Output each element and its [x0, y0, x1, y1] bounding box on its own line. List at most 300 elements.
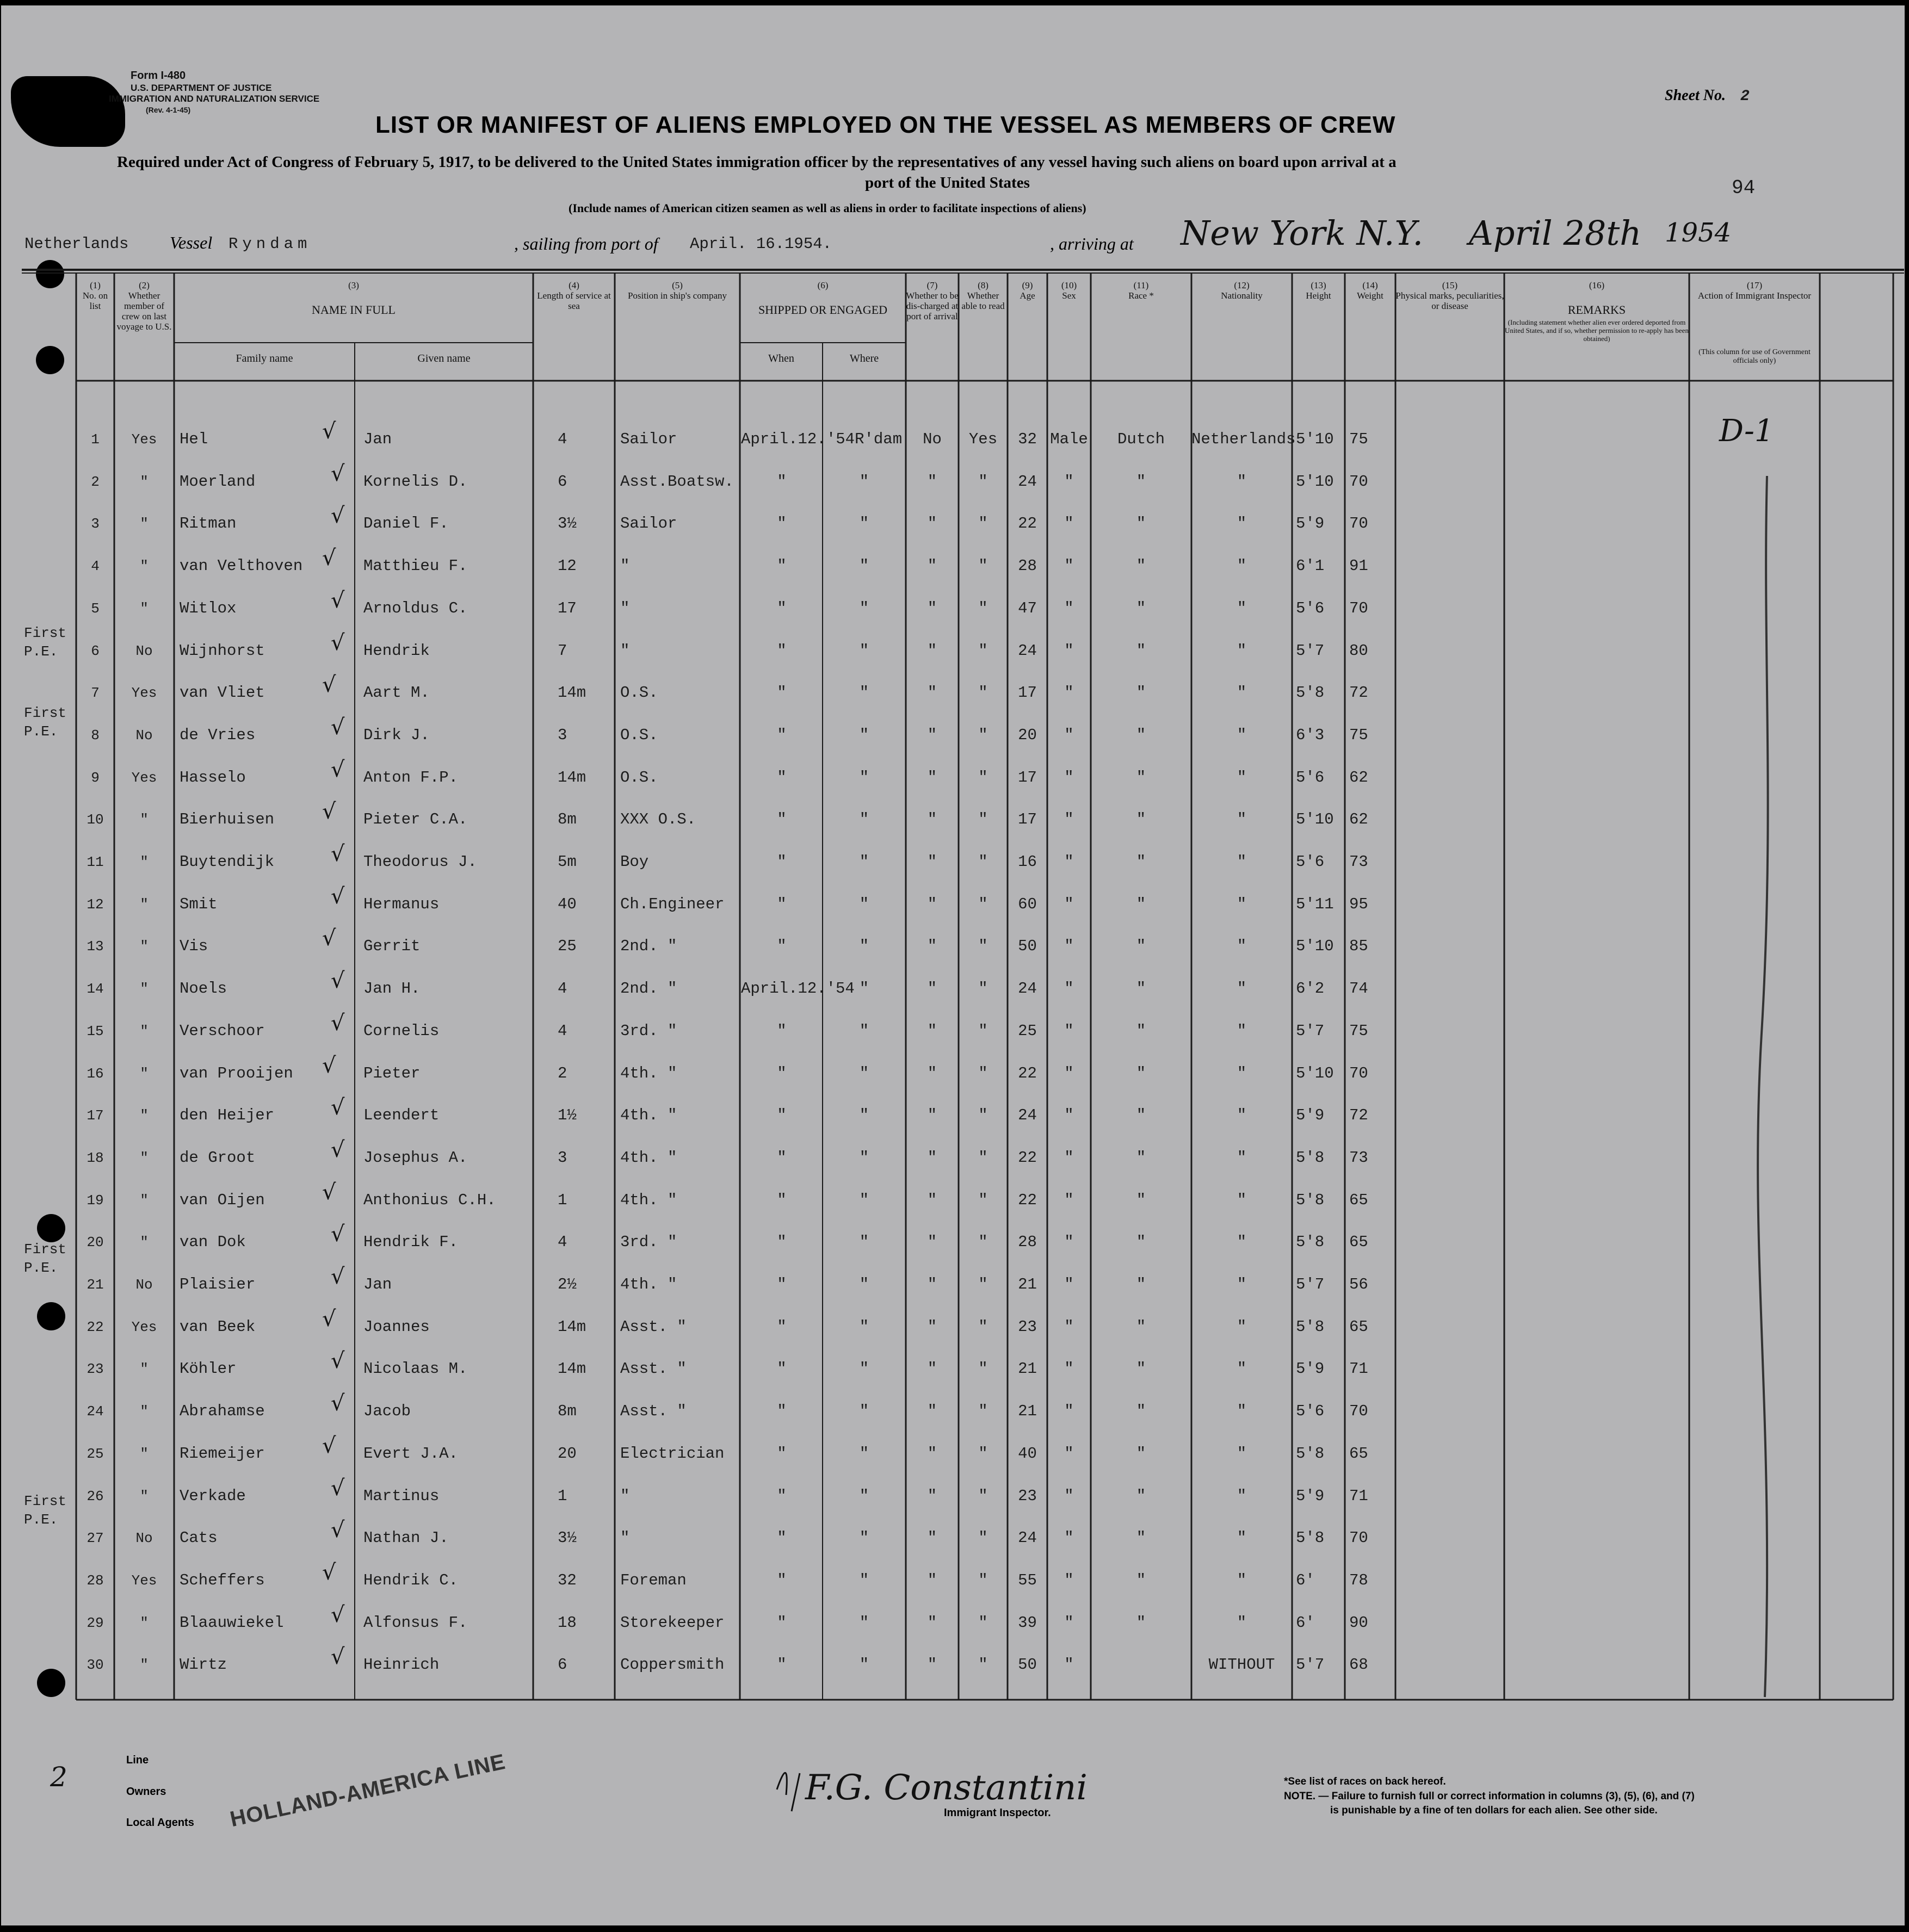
cell-nat: " — [1237, 1064, 1247, 1082]
cell-disch: " — [927, 1444, 937, 1463]
cell-no: 22 — [87, 1318, 104, 1335]
cell-family: Abrahamse — [180, 1402, 265, 1421]
cell-given: Hendrik — [363, 641, 430, 660]
cell-read: " — [978, 768, 988, 787]
column-label: Sex — [1062, 290, 1076, 301]
cell-weight: 75 — [1349, 1021, 1368, 1040]
column-label: (Including statement whether alien ever ordered deported from United States, and if so, whether permission to re-apply has been obtained) — [1505, 318, 1689, 343]
cell-height: 6'2 — [1296, 980, 1325, 998]
cell-race: " — [1136, 1402, 1146, 1421]
cell-position: Asst. " — [620, 1402, 687, 1421]
cell-no: 7 — [91, 685, 100, 702]
cell-prev: " — [140, 938, 149, 955]
checkmark-icon: √ — [331, 1391, 345, 1416]
cell-when: " — [777, 641, 787, 660]
cell-no: 8 — [91, 727, 100, 744]
cell-service: 20 — [558, 1444, 577, 1463]
cell-no: 10 — [87, 812, 104, 828]
cell-prev: " — [140, 1361, 149, 1378]
cell-prev: Yes — [131, 1318, 157, 1335]
cell-prev: " — [140, 1488, 149, 1504]
cell-disch: " — [927, 1064, 937, 1082]
cell-read: " — [978, 980, 988, 998]
cell-height: 5'8 — [1296, 1444, 1325, 1463]
cell-sex: " — [1064, 1021, 1074, 1040]
cell-disch: " — [927, 768, 937, 787]
cell-where: " — [859, 557, 869, 575]
checkmark-icon: √ — [331, 461, 345, 486]
cell-given: Hendrik C. — [363, 1571, 459, 1589]
cell-race: " — [1136, 810, 1146, 829]
column-header — [174, 280, 533, 315]
cell-no: 3 — [91, 516, 100, 532]
cell-age: 23 — [1018, 1487, 1037, 1505]
cell-when: " — [777, 1148, 787, 1167]
checkmark-icon: √ — [331, 1475, 345, 1501]
column-label: Whether to be dis-charged at port of arrival — [906, 290, 959, 321]
cell-when: " — [777, 1064, 787, 1082]
cell-position: 3rd. " — [620, 1233, 677, 1252]
cell-given: Anton F.P. — [363, 768, 459, 787]
cell-no: 6 — [91, 642, 100, 659]
column-label: Family name — [236, 352, 293, 364]
races-note: *See list of races on back hereof. — [1284, 1776, 1446, 1787]
cell-disch: " — [927, 1402, 937, 1421]
column-header — [1504, 318, 1689, 343]
cell-service: 5m — [558, 853, 577, 871]
column-number: (13) — [1311, 280, 1326, 290]
cell-service: 14m — [558, 684, 586, 702]
cell-disch: " — [927, 1021, 937, 1040]
cell-weight: 62 — [1349, 810, 1368, 829]
cell-weight: 70 — [1349, 472, 1368, 491]
cell-where: " — [859, 1275, 869, 1293]
cell-family: Vis — [180, 937, 208, 956]
cell-read: " — [978, 1656, 988, 1674]
cell-where: " — [859, 1106, 869, 1125]
cell-disch: " — [927, 937, 937, 956]
requirement-line-2: port of the United States — [865, 174, 1030, 191]
column-header — [1091, 280, 1191, 301]
cell-family: van Vliet — [180, 684, 265, 702]
cell-prev: " — [140, 473, 149, 490]
cell-race: " — [1136, 557, 1146, 575]
cell-sex: " — [1064, 515, 1074, 533]
column-number: (3) — [348, 280, 359, 290]
column-label: No. on list — [82, 290, 108, 311]
cell-read: " — [978, 853, 988, 871]
service-line: IMMIGRATION AND NATURALIZATION SERVICE — [109, 94, 320, 104]
cell-given: Jan — [363, 430, 392, 448]
cell-when: " — [777, 726, 787, 744]
column-label: When — [768, 352, 794, 364]
column-header — [1008, 280, 1047, 301]
cell-where: " — [859, 726, 869, 744]
checkmark-icon: √ — [322, 1559, 336, 1585]
cell-sex: " — [1064, 1275, 1074, 1293]
cell-where: " — [859, 895, 869, 913]
cell-nat: " — [1237, 1444, 1247, 1463]
cell-position: O.S. — [620, 768, 658, 787]
cell-sex: " — [1064, 599, 1074, 617]
cell-no: 29 — [87, 1614, 104, 1631]
page-title: LIST OR MANIFEST OF ALIENS EMPLOYED ON THE VESSEL AS MEMBERS OF CREW — [375, 112, 1396, 138]
cell-prev: " — [140, 1614, 149, 1631]
cell-when: " — [777, 599, 787, 617]
cell-sex: " — [1064, 1444, 1074, 1463]
column-header — [1047, 280, 1091, 301]
cell-where: " — [859, 599, 869, 617]
cell-weight: 62 — [1349, 768, 1368, 787]
column-number: (9) — [1022, 280, 1033, 290]
cell-family: de Groot — [180, 1148, 256, 1167]
cell-height: 6' — [1296, 1613, 1315, 1632]
cell-service: 3½ — [558, 1529, 577, 1547]
cell-prev: " — [140, 1192, 149, 1209]
cell-disch: " — [927, 1233, 937, 1252]
cell-when: " — [777, 1191, 787, 1209]
cell-no: 26 — [87, 1488, 104, 1504]
cell-nat: " — [1237, 1487, 1247, 1505]
cell-when: " — [777, 1571, 787, 1589]
cell-given: Hermanus — [363, 895, 440, 913]
cell-height: 5'9 — [1296, 1487, 1325, 1505]
cell-race: " — [1136, 1233, 1146, 1252]
cell-age: 28 — [1018, 1233, 1037, 1252]
column-label: Race * — [1128, 290, 1154, 301]
cell-weight: 65 — [1349, 1233, 1368, 1252]
cell-read: " — [978, 641, 988, 660]
cell-position: Storekeeper — [620, 1613, 725, 1632]
column-number: (6) — [817, 280, 829, 290]
inspector-label: Immigrant Inspector. — [944, 1807, 1051, 1819]
cell-prev: " — [140, 558, 149, 575]
checkmark-icon: √ — [331, 1010, 345, 1036]
cell-where: " — [859, 810, 869, 829]
cell-given: Nathan J. — [363, 1529, 449, 1547]
cell-age: 24 — [1018, 1529, 1037, 1547]
cell-disch: " — [927, 1191, 937, 1209]
cell-height: 6' — [1296, 1571, 1315, 1589]
cell-family: van Dok — [180, 1233, 246, 1252]
cell-given: Daniel F. — [363, 515, 449, 533]
cell-service: 14m — [558, 1360, 586, 1378]
cell-family: Hel — [180, 430, 208, 448]
cell-race: " — [1136, 1191, 1146, 1209]
sheet-label: Sheet No. — [1665, 87, 1726, 104]
cell-no: 4 — [91, 558, 100, 575]
include-note: (Include names of American citizen seamen as well as aliens in order to facilitate inspections of aliens) — [569, 201, 1086, 215]
checkmark-icon: √ — [322, 1179, 336, 1205]
cell-no: 1 — [91, 431, 100, 448]
column-label: SHIPPED OR ENGAGED — [758, 303, 888, 317]
cell-no: 18 — [87, 1149, 104, 1166]
cell-no: 14 — [87, 981, 104, 998]
cell-weight: 95 — [1349, 895, 1368, 913]
cell-family: Köhler — [180, 1360, 237, 1378]
cell-no: 24 — [87, 1403, 104, 1420]
cell-where: " — [859, 1064, 869, 1082]
cell-sex: " — [1064, 1191, 1074, 1209]
cell-position: " — [620, 1487, 630, 1505]
column-number: (5) — [672, 280, 683, 290]
cell-where: " — [859, 641, 869, 660]
department-line: U.S. DEPARTMENT OF JUSTICE — [131, 83, 272, 93]
cell-weight: 70 — [1349, 1402, 1368, 1421]
cell-where: " — [859, 1021, 869, 1040]
cell-age: 17 — [1018, 810, 1037, 829]
cell-prev: " — [140, 1065, 149, 1082]
checkmark-icon: √ — [322, 799, 336, 825]
checkmark-icon: √ — [322, 926, 336, 951]
cell-family: van Beek — [180, 1317, 256, 1336]
cell-age: 16 — [1018, 853, 1037, 871]
cell-age: 24 — [1018, 472, 1037, 491]
column-number: (12) — [1234, 280, 1250, 290]
cell-read: " — [978, 895, 988, 913]
cell-disch: " — [927, 1613, 937, 1632]
cell-read: " — [978, 684, 988, 702]
cell-position: 2nd. " — [620, 980, 677, 998]
column-label: Given name — [417, 352, 471, 364]
cell-when: " — [777, 1402, 787, 1421]
cell-service: 40 — [558, 895, 577, 913]
cell-where: " — [859, 1402, 869, 1421]
cell-age: 40 — [1018, 1444, 1037, 1463]
cell-when: " — [777, 853, 787, 871]
cell-given: Heinrich — [363, 1656, 440, 1674]
cell-weight: 72 — [1349, 684, 1368, 702]
cell-age: 50 — [1018, 937, 1037, 956]
sailing-label: , sailing from port of — [514, 234, 658, 253]
cell-height: 5'8 — [1296, 1191, 1325, 1209]
cell-when: " — [777, 1360, 787, 1378]
cell-family: Verschoor — [180, 1021, 265, 1040]
cell-given: Jacob — [363, 1402, 411, 1421]
cell-family: Bierhuisen — [180, 810, 275, 829]
cell-family: Wirtz — [180, 1656, 227, 1674]
cell-weight: 90 — [1349, 1613, 1368, 1632]
cell-position: 4th. " — [620, 1275, 677, 1293]
column-number: (7) — [926, 280, 938, 290]
cell-sex: " — [1064, 1402, 1074, 1421]
cell-nat: " — [1237, 1613, 1247, 1632]
cell-race: " — [1136, 1148, 1146, 1167]
cell-weight: 65 — [1349, 1317, 1368, 1336]
column-label: (This column for use of Government officials only) — [1698, 348, 1811, 365]
checkmark-icon: √ — [331, 883, 345, 909]
cell-race: " — [1136, 599, 1146, 617]
cell-given: Anthonius C.H. — [363, 1191, 496, 1209]
cell-race: " — [1136, 726, 1146, 744]
cell-family: Noels — [180, 980, 227, 998]
checkmark-icon: √ — [331, 630, 345, 655]
cell-nat: " — [1237, 1402, 1247, 1421]
cell-nat: " — [1237, 810, 1247, 829]
cell-weight: 68 — [1349, 1656, 1368, 1674]
cell-read: " — [978, 1021, 988, 1040]
cell-age: 25 — [1018, 1021, 1037, 1040]
cell-height: 5'9 — [1296, 1106, 1325, 1125]
cell-where: " — [859, 1444, 869, 1463]
cell-position: " — [620, 1529, 630, 1547]
arriving-year: 1954 — [1665, 218, 1732, 248]
cell-prev: " — [140, 812, 149, 828]
cell-weight: 72 — [1349, 1106, 1368, 1125]
cell-where: " — [859, 1148, 869, 1167]
cell-service: 18 — [558, 1613, 577, 1632]
cell-when: " — [777, 684, 787, 702]
cell-prev: " — [140, 1149, 149, 1166]
cell-sex: " — [1064, 1064, 1074, 1082]
cell-position: Electrician — [620, 1444, 725, 1463]
cell-no: 13 — [87, 938, 104, 955]
column-header — [114, 280, 174, 332]
cell-given: Gerrit — [363, 937, 421, 956]
checkmark-icon: √ — [331, 1222, 345, 1247]
cell-where: " — [859, 684, 869, 702]
checkmark-icon: √ — [322, 1433, 336, 1458]
cell-nat: " — [1237, 937, 1247, 956]
cell-sex: " — [1064, 768, 1074, 787]
cell-height: 5'10 — [1296, 810, 1334, 829]
column-number: (8) — [978, 280, 989, 290]
column-label: Nationality — [1221, 290, 1263, 301]
cell-read: " — [978, 726, 988, 744]
cell-given: Dirk J. — [363, 726, 430, 744]
cell-when: " — [777, 895, 787, 913]
cell-prev: " — [140, 981, 149, 998]
cell-sex: " — [1064, 853, 1074, 871]
cell-disch: " — [927, 472, 937, 491]
cell-service: 1 — [558, 1487, 567, 1505]
cell-when: " — [777, 472, 787, 491]
cell-disch: " — [927, 641, 937, 660]
cell-given: Alfonsus F. — [363, 1613, 468, 1632]
column-number: (2) — [139, 280, 150, 290]
column-header — [1345, 280, 1395, 301]
cell-sex: " — [1064, 1148, 1074, 1167]
cell-height: 5'8 — [1296, 1317, 1325, 1336]
cell-where: " — [859, 1529, 869, 1547]
cell-age: 17 — [1018, 684, 1037, 702]
cell-position: 4th. " — [620, 1064, 677, 1082]
cell-weight: 65 — [1349, 1444, 1368, 1463]
cell-given: Leendert — [363, 1106, 440, 1125]
cell-disch: " — [927, 1487, 937, 1505]
cell-read: " — [978, 810, 988, 829]
cell-family: van Velthoven — [180, 557, 303, 575]
cell-where: " — [859, 1487, 869, 1505]
cell-sex: " — [1064, 1233, 1074, 1252]
cell-family: Verkade — [180, 1487, 246, 1505]
cell-weight: 75 — [1349, 430, 1368, 448]
cell-read: " — [978, 1191, 988, 1209]
cell-disch: " — [927, 810, 937, 829]
column-header — [1395, 280, 1504, 311]
cell-race: " — [1136, 1064, 1146, 1082]
cell-read: " — [978, 1317, 988, 1336]
sailing-date: April. 16.1954. — [690, 235, 832, 253]
cell-age: 21 — [1018, 1402, 1037, 1421]
column-number: (4) — [569, 280, 579, 290]
cell-when: " — [777, 1275, 787, 1293]
cell-height: 5'8 — [1296, 1148, 1325, 1167]
cell-weight: 73 — [1349, 853, 1368, 871]
cell-weight: 65 — [1349, 1191, 1368, 1209]
column-header — [355, 354, 533, 364]
cell-height: 5'8 — [1296, 684, 1325, 702]
cell-where: " — [859, 937, 869, 956]
cell-given: Aart M. — [363, 684, 430, 702]
column-header — [1292, 280, 1345, 301]
column-number: (15) — [1442, 280, 1458, 290]
cell-disch: " — [927, 557, 937, 575]
cell-height: 5'6 — [1296, 599, 1325, 617]
cell-race: " — [1136, 1571, 1146, 1589]
cell-given: Martinus — [363, 1487, 440, 1505]
cell-nat: " — [1237, 1529, 1247, 1547]
checkmark-icon: √ — [331, 757, 345, 782]
cell-service: 7 — [558, 641, 567, 660]
cell-sex: " — [1064, 726, 1074, 744]
cell-given: Pieter — [363, 1064, 421, 1082]
checkmark-icon: √ — [322, 1306, 336, 1332]
cell-position: O.S. — [620, 726, 658, 744]
arriving-date: April 28th — [1469, 213, 1642, 253]
inspector-mark: D-1 — [1719, 413, 1774, 449]
cell-read: " — [978, 1064, 988, 1082]
cell-prev: " — [140, 1445, 149, 1462]
cell-read: " — [978, 599, 988, 617]
cell-no: 20 — [87, 1234, 104, 1251]
column-header — [906, 280, 959, 321]
cell-prev: " — [140, 1234, 149, 1251]
cell-where: " — [859, 1233, 869, 1252]
cell-family: Scheffers — [180, 1571, 265, 1589]
cell-prev: " — [140, 1403, 149, 1420]
cell-service: 6 — [558, 1656, 567, 1674]
cell-no: 16 — [87, 1065, 104, 1082]
cell-read: " — [978, 1613, 988, 1632]
cell-nat: " — [1237, 1317, 1247, 1336]
cell-where: " — [859, 853, 869, 871]
cell-service: 2 — [558, 1064, 567, 1082]
cell-no: 5 — [91, 600, 100, 617]
cell-nat: " — [1237, 980, 1247, 998]
cell-when: " — [777, 515, 787, 533]
cell-position: 3rd. " — [620, 1021, 677, 1040]
cell-position: " — [620, 557, 630, 575]
cell-race: " — [1136, 1317, 1146, 1336]
cell-age: 23 — [1018, 1317, 1037, 1336]
cell-age: 55 — [1018, 1571, 1037, 1589]
column-number: (16) — [1589, 280, 1605, 290]
checkmark-icon: √ — [331, 968, 345, 994]
cell-weight: 85 — [1349, 937, 1368, 956]
column-label: Whether able to read — [961, 290, 1005, 311]
cell-position: 4th. " — [620, 1148, 677, 1167]
cell-height: 5'8 — [1296, 1233, 1325, 1252]
cell-race: " — [1136, 1529, 1146, 1547]
cell-service: 32 — [558, 1571, 577, 1589]
vessel-label: Vessel — [170, 233, 213, 252]
cell-read: Yes — [968, 430, 998, 448]
cell-family: de Vries — [180, 726, 256, 744]
cell-service: 14m — [558, 1317, 586, 1336]
cell-service: 8m — [558, 810, 577, 829]
cell-when: " — [777, 1529, 787, 1547]
